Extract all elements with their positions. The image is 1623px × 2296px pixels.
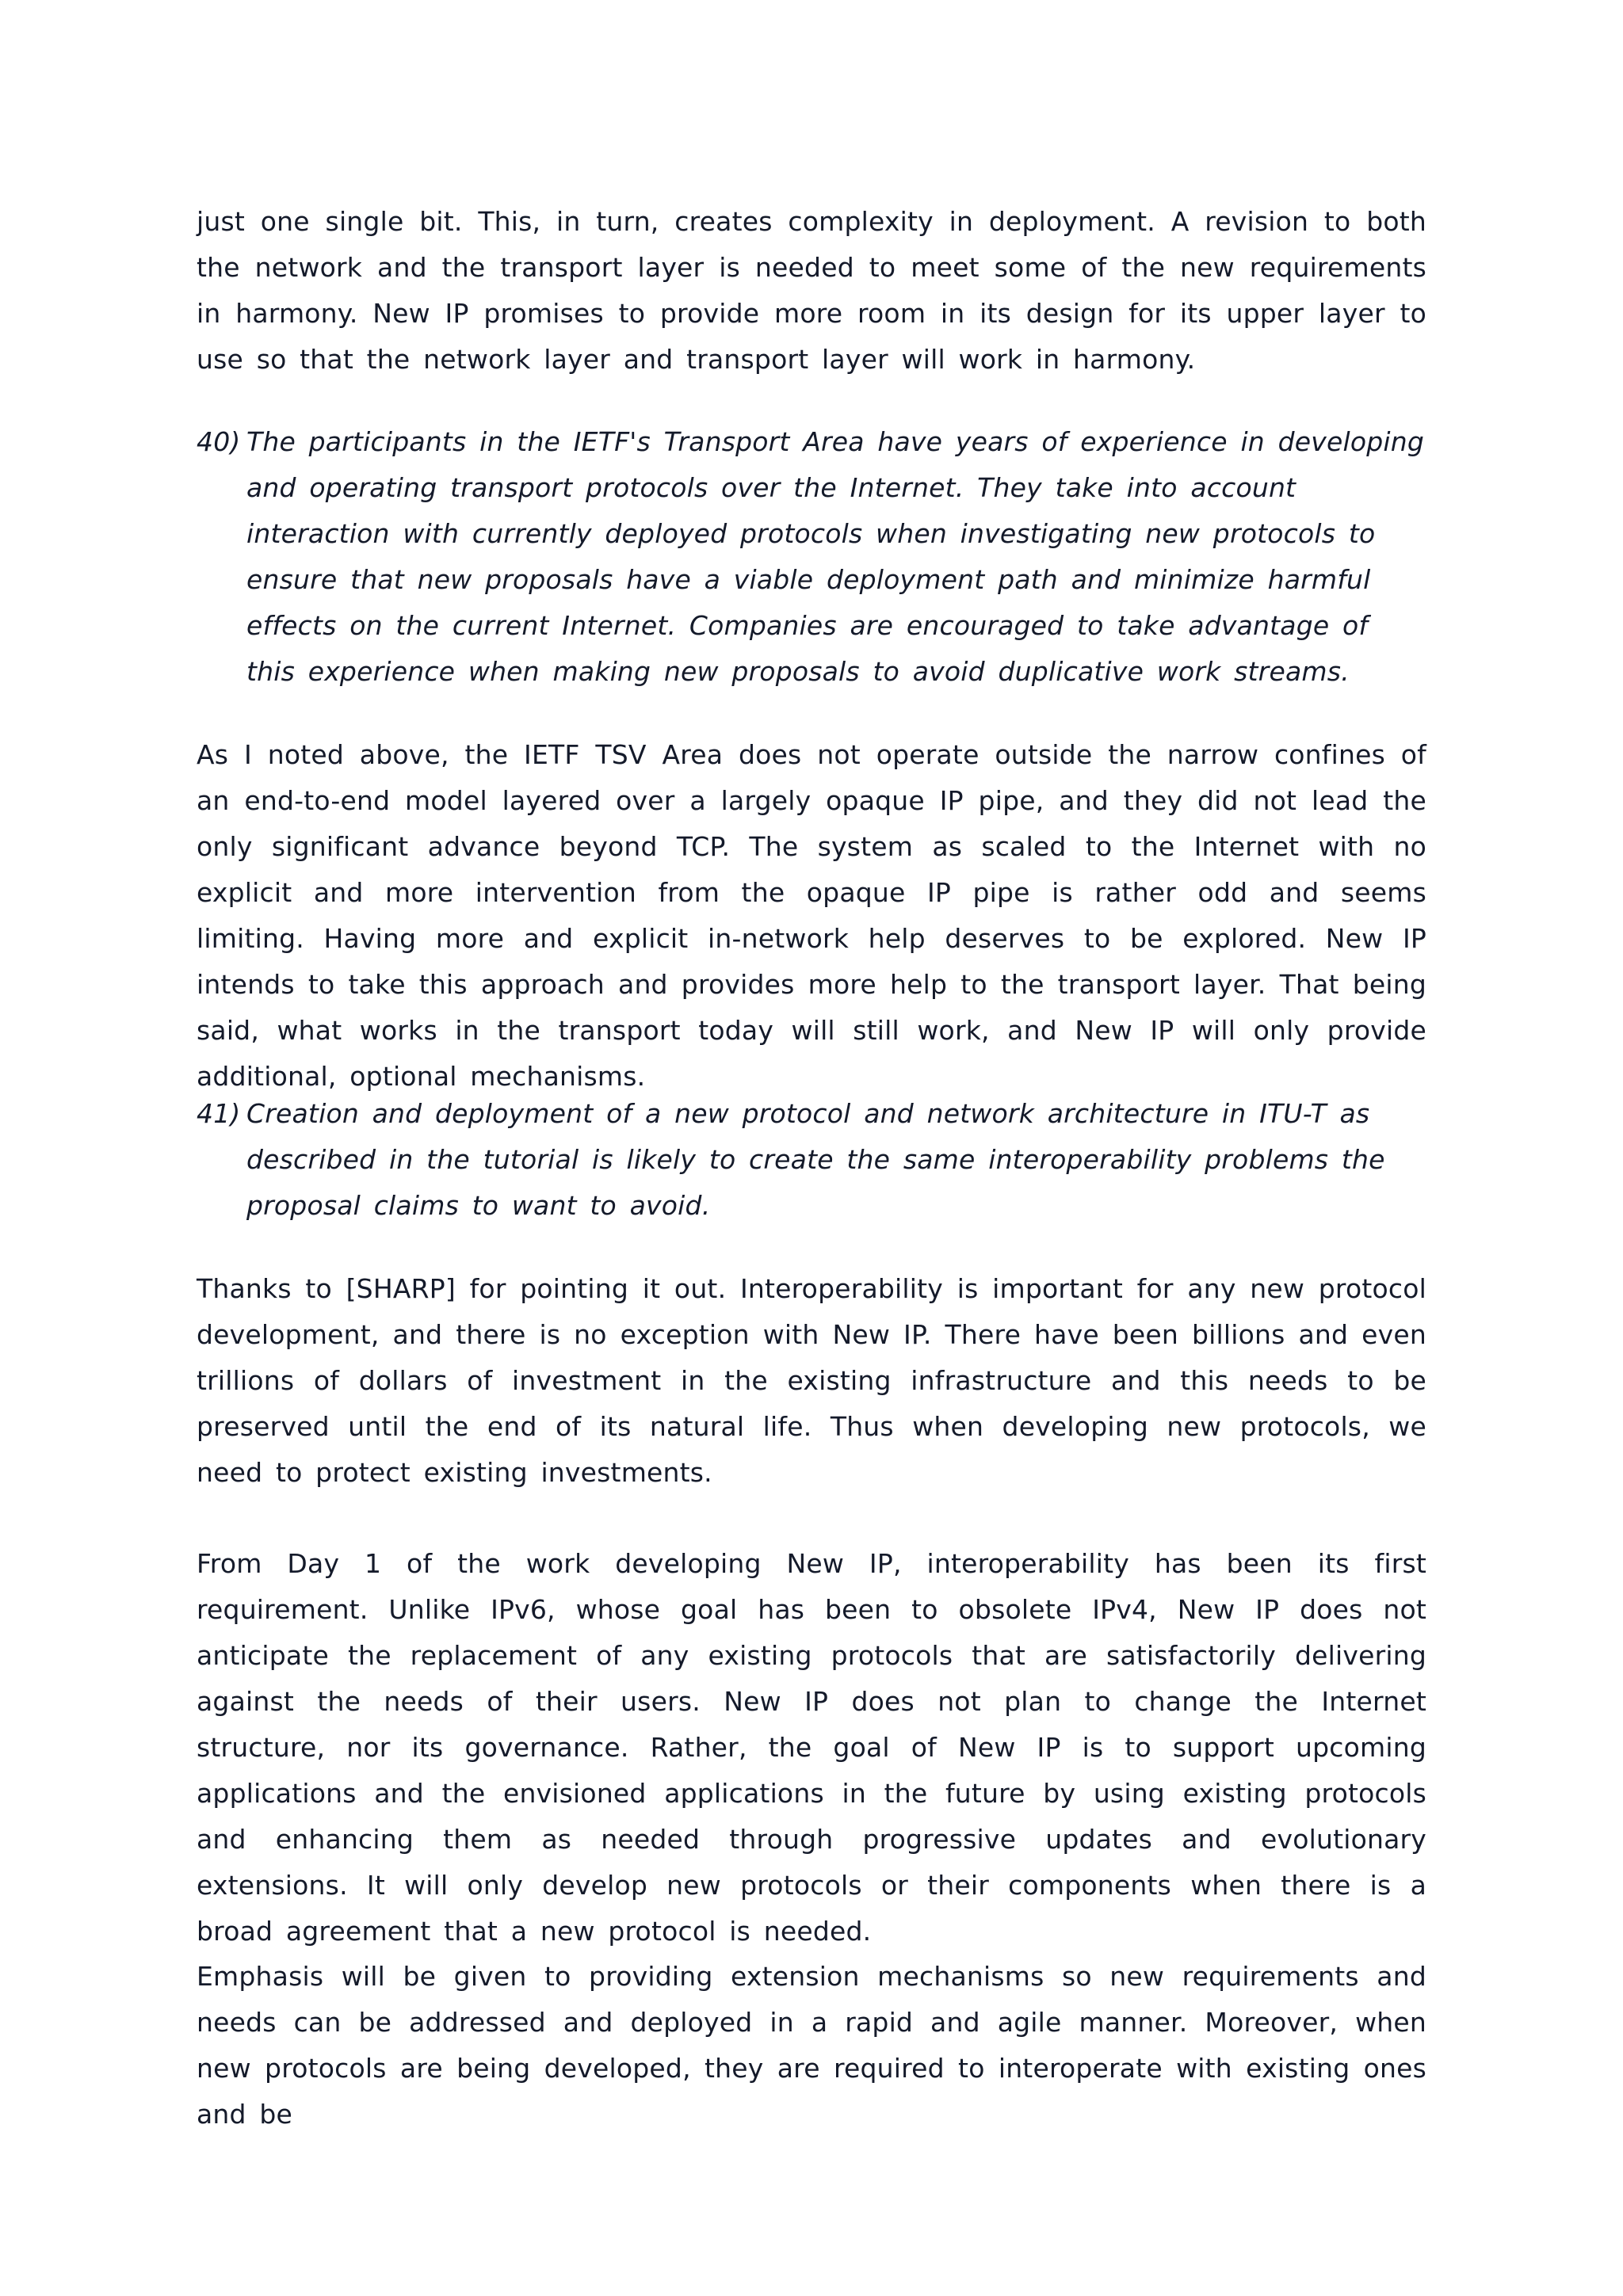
quoted-comment-41 [197, 1091, 1426, 1229]
paragraph-tsv-area-response [197, 732, 1426, 1100]
paragraph-text: As I noted above, the IETF TSV Area does not operate outside the narrow confines of an end-to-end model layered over a largely opaque IP pipe, and they did not lead the only significant advance beyond TCP. The system as scaled to the Internet with no explicit and more intervention from the opaque IP pipe is rather odd and seems limiting. Having more and explicit in-network help deserves to be explored. New IP intends to take this approach and provides more help to the transport layer. That being said, what works in the transport today will still work, and New IP will only provide additional, optional mechanisms. [197, 739, 1426, 1092]
paragraph-text: Emphasis will be given to providing extension mechanisms so new requirements and needs can be addressed and deployed in a rapid and agile manner. Moreover, when new protocols are being developed, they are required to interoperate with existing ones and be [197, 1961, 1426, 2130]
comment-number: 40) [197, 426, 241, 457]
paragraph-text: Thanks to [SHARP] for pointing it out. Interoperability is important for any new protocol development, and there is no exception with New IP. There have been billions and even trillions of dollars of investment in the existing infrastructure and this needs to be preserved until the end of its natural life. Thus when developing new protocols, we need to protect existing investments. [197, 1273, 1426, 1488]
paragraph-extension-mechanisms [197, 1954, 1426, 2138]
comment-number: 41) [197, 1098, 241, 1129]
quoted-comment-40 [197, 419, 1426, 695]
comment-text: The participants in the IETF's Transport Area have years of experience in developing and operating transport protocols over the Internet. They take into account interaction with currently deployed protocols when investigating new protocols to ensure that new proposals have a viable deployment path and minimize harmful effects on the current Internet. Companies are encouraged to take advantage of this experience when making new proposals to avoid duplicative work streams. [246, 426, 1425, 687]
paragraph-transport-harmony [197, 199, 1426, 383]
paragraph-text: just one single bit. This, in turn, creates complexity in deployment. A revision to both the network and the transport layer is needed to meet some of the new requirements in harmony. New IP promises to provide more room in its design for its upper layer to use so that the network layer and transport layer will work in harmony. [197, 206, 1426, 375]
paragraph-text: From Day 1 of the work developing New IP, interoperability has been its first requirement. Unlike IPv6, whose goal has been to obsolete IPv4, New IP does not anticipate the replacement of any existing protocols that are satisfactorily delivering against the needs of their users. New IP does not plan to change the Internet structure, nor its governance. Rather, the goal of New IP is to support upcoming applications and the envisioned applications in the future by using existing protocols and enhancing them as needed through progressive updates and evolutionary extensions. It will only develop new protocols or their components when there is a broad agreement that a new protocol is needed. [197, 1548, 1426, 1947]
paragraph-interoperability-thanks [197, 1266, 1426, 1496]
comment-text: Creation and deployment of a new protocol and network architecture in ITU-T as described in the tutorial is likely to create the same interoperability problems the proposal claims to want to avoid. [246, 1098, 1385, 1221]
paragraph-day-one-requirement [197, 1541, 1426, 1955]
